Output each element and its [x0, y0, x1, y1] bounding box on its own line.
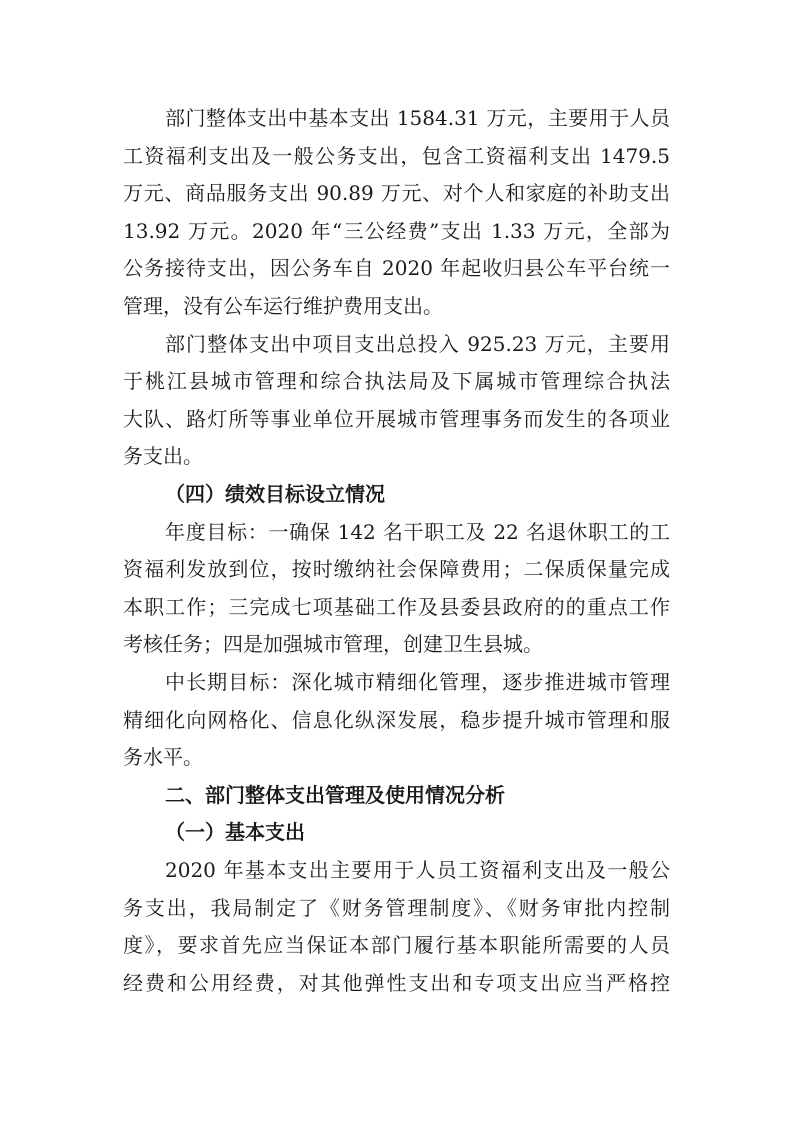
text-line: 务支出。	[123, 444, 203, 468]
text-line: 工资福利支出及一般公务支出，包含工资福利支出 1479.5	[123, 144, 670, 168]
text-line: 万元、商品服务支出 90.89 万元、对个人和家庭的补助支出	[123, 181, 670, 205]
text-line: 经费和公用经费，对其他弹性支出和专项支出应当严格控	[123, 971, 670, 995]
text-line: 考核任务；四是加强城市管理，创建卫生县城。	[123, 632, 543, 656]
text-line: 部门整体支出中项目支出总投入 925.23 万元，主要用	[165, 332, 670, 356]
text-line: 于桃江县城市管理和综合执法局及下属城市管理综合执法	[123, 369, 670, 393]
text-line: 2020 年基本支出主要用于人员工资福利支出及一般公	[165, 858, 670, 882]
section-heading: （一）基本支出	[165, 820, 305, 844]
text-line: 管理，没有公车运行维护费用支出。	[123, 294, 443, 318]
text-line: 务水平。	[123, 745, 203, 769]
text-line: 大队、路灯所等事业单位开展城市管理事务而发生的各项业	[123, 407, 670, 431]
text-line: 年度目标：一确保 142 名干职工及 22 名退休职工的工	[165, 520, 670, 544]
text-line: 中长期目标：深化城市精细化管理，逐步推进城市管理	[165, 670, 670, 694]
text-line: 务支出，我局制定了《财务管理制度》、《财务审批内控制	[123, 896, 670, 920]
text-line: 精细化向网格化、信息化纵深发展，稳步提升城市管理和服	[123, 708, 670, 732]
text-line: 资福利发放到位，按时缴纳社会保障费用；二保质保量完成	[123, 557, 670, 581]
text-line: 度》，要求首先应当保证本部门履行基本职能所需要的人员	[123, 933, 670, 957]
text-line: 本职工作；三完成七项基础工作及县委县政府的的重点工作	[123, 595, 670, 619]
section-heading: （四）绩效目标设立情况	[165, 482, 385, 506]
text-line: 部门整体支出中基本支出 1584.31 万元，主要用于人员	[165, 106, 670, 130]
text-line: 公务接待支出，因公务车自 2020 年起收归县公车平台统一	[123, 256, 670, 280]
text-line: 13.92 万元。2020 年“三公经费”支出 1.33 万元，全部为	[123, 219, 670, 243]
chapter-heading: 二、部门整体支出管理及使用情况分析	[165, 783, 505, 807]
